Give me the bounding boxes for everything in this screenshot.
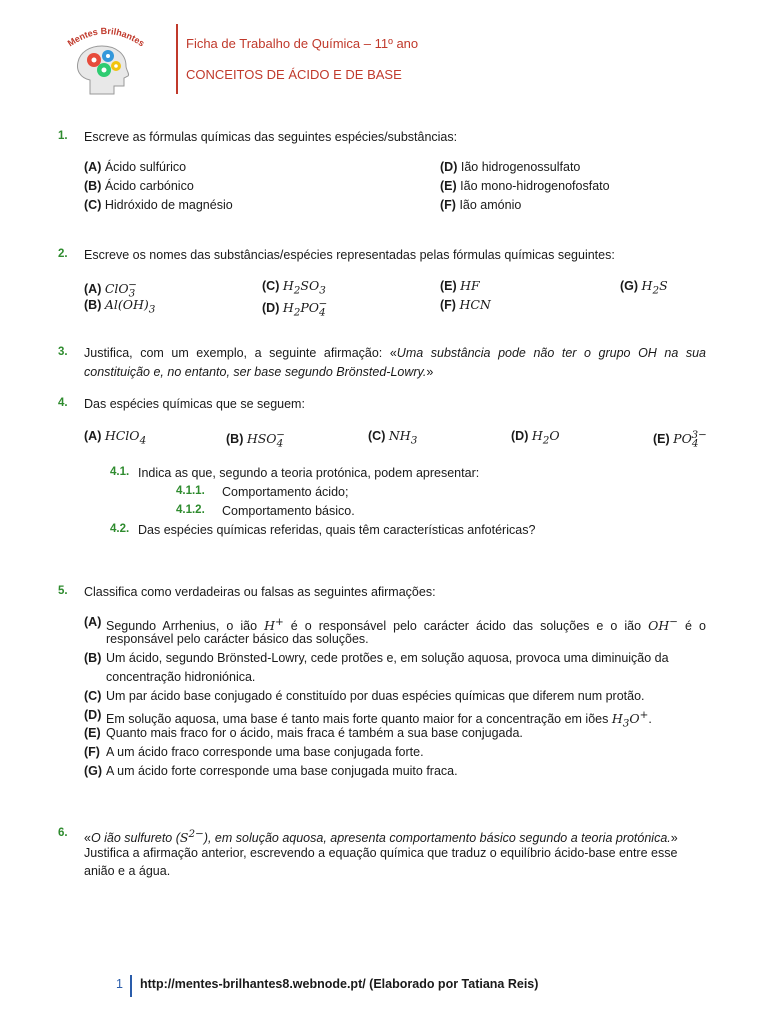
q2-number: 2.	[58, 248, 68, 260]
q1-item: (C) Hidróxido de magnésio	[84, 198, 233, 212]
q2-item: (E) HF	[440, 278, 480, 293]
q1-item: (D) Ião hidrogenossulfato	[440, 160, 581, 174]
q5-d-text: Em solução aquosa, uma base é tanto mais forte quanto maior for a concentração em iões $H_3O^+$.	[106, 709, 652, 730]
q2-item: (G) $H_2S$	[620, 278, 668, 297]
q2-item: (C) $H_2SO_3$	[262, 278, 326, 297]
q5-a-line2: responsável pelo carácter básico das soluções.	[106, 632, 369, 646]
q4-number: 4.	[58, 397, 68, 409]
q4-item: (C) $NH_3$	[368, 428, 418, 447]
q5-label-f: (F)	[84, 745, 100, 759]
page-title: Ficha de Trabalho de Química – 11º ano	[186, 36, 419, 51]
q4-2-text: Das espécies químicas referidas, quais têm características anfotéricas?	[138, 523, 536, 537]
q5-label-g: (G)	[84, 764, 103, 778]
q4-1-1-number: 4.1.1.	[176, 485, 205, 497]
q6-line3: anião e a água.	[84, 864, 171, 878]
brain-gears-logo-icon	[58, 24, 154, 96]
header-divider	[176, 24, 178, 94]
footer-divider	[130, 975, 132, 997]
q4-text: Das espécies químicas que se seguem:	[84, 397, 305, 411]
q4-1-1-text: Comportamento ácido;	[222, 485, 349, 499]
q4-item: (B) $HSO_4^-$	[226, 429, 285, 450]
q5-b-line2: concentração hidroniónica.	[106, 670, 256, 684]
q1-item: (F) Ião amónio	[440, 198, 522, 212]
q5-e-text: Quanto mais fraco for o ácido, mais fraca é também a sua base conjugada.	[106, 726, 523, 740]
page-subtitle: CONCEITOS DE ÁCIDO E DE BASE	[186, 67, 402, 82]
q4-item: (D) $H_2O$	[511, 428, 560, 447]
q5-a-line1: Segundo Arrhenius, o ião H+ é o responsável pelo carácter ácido das soluções e o ião OH− é o	[106, 616, 706, 634]
q5-f-text: A um ácido fraco corresponde uma base conjugada forte.	[106, 745, 424, 759]
q1-text: Escreve as fórmulas químicas das seguintes espécies/substâncias:	[84, 130, 458, 144]
q1-item: (A) Ácido sulfúrico	[84, 160, 187, 174]
logo-text: Mentes Brilhantes	[65, 25, 147, 49]
page-number: 1	[116, 977, 123, 991]
q4-item: (A) HClO$_4$	[84, 428, 147, 447]
q5-label-c: (C)	[84, 689, 102, 703]
q5-c-text: Um par ácido base conjugado é constituído por duas espécies químicas que diferem num protão.	[106, 689, 645, 703]
q1-item: (B) Ácido carbónico	[84, 179, 194, 193]
q5-label-b: (B)	[84, 651, 102, 665]
q6-number: 6.	[58, 827, 68, 839]
q4-2-number: 4.2.	[110, 523, 130, 535]
q5-b-line1: Um ácido, segundo Brönsted-Lowry, cede protões e, em solução aquosa, provoca uma diminuição da	[106, 651, 669, 665]
q5-number: 5.	[58, 585, 68, 597]
q5-g-text: A um ácido forte corresponde uma base conjugada muito fraca.	[106, 764, 458, 778]
q3-text: Justifica, com um exemplo, a seguinte afirmação: «Uma substância pode não ter o grupo OH na sua constituição e, no entanto, ser base segundo Brönsted-Lowry.»	[84, 346, 707, 379]
logo	[58, 24, 154, 96]
q4-1-2-text: Comportamento básico.	[222, 504, 355, 518]
footer-credit: http://mentes-brilhantes8.webnode.pt/ (Elaborado por Tatiana Reis)	[140, 977, 539, 991]
q5-label-d: (D)	[84, 708, 102, 722]
q4-1-number: 4.1.	[110, 466, 130, 478]
q6-line2: Justifica a afirmação anterior, escrevendo a equação química que traduz o equilíbrio ácido-base entre esse	[84, 846, 678, 860]
q4-item: (E) $PO_4^{3-}$	[653, 429, 707, 450]
q2-item: (F) HCN	[440, 297, 491, 312]
q4-1-text: Indica as que, segundo a teoria protónica, podem apresentar:	[138, 466, 480, 480]
q1-number: 1.	[58, 130, 68, 142]
q2-item: (D) $H_2PO_4^-$	[262, 298, 328, 319]
q4-1-2-number: 4.1.2.	[176, 504, 205, 516]
q1-item: (E) Ião mono-hidrogenofosfato	[440, 179, 610, 193]
q2-text: Escreve os nomes das substâncias/espécies representadas pelas fórmulas químicas seguintes:	[84, 248, 615, 262]
q2-item: (B) $Al(OH)_3$	[84, 297, 156, 316]
q5-label-a: (A)	[84, 615, 102, 629]
q6-line1: «O ião sulfureto $(S^{2-})$, em solução aquosa, apresenta comportamento básico segundo a teoria protónica.»	[84, 828, 678, 846]
q3-number: 3.	[58, 346, 68, 358]
q5-text: Classifica como verdadeiras ou falsas as seguintes afirmações:	[84, 585, 436, 599]
q2-item: (A) ClO$_3$−	[84, 279, 138, 300]
q5-label-e: (E)	[84, 726, 101, 740]
